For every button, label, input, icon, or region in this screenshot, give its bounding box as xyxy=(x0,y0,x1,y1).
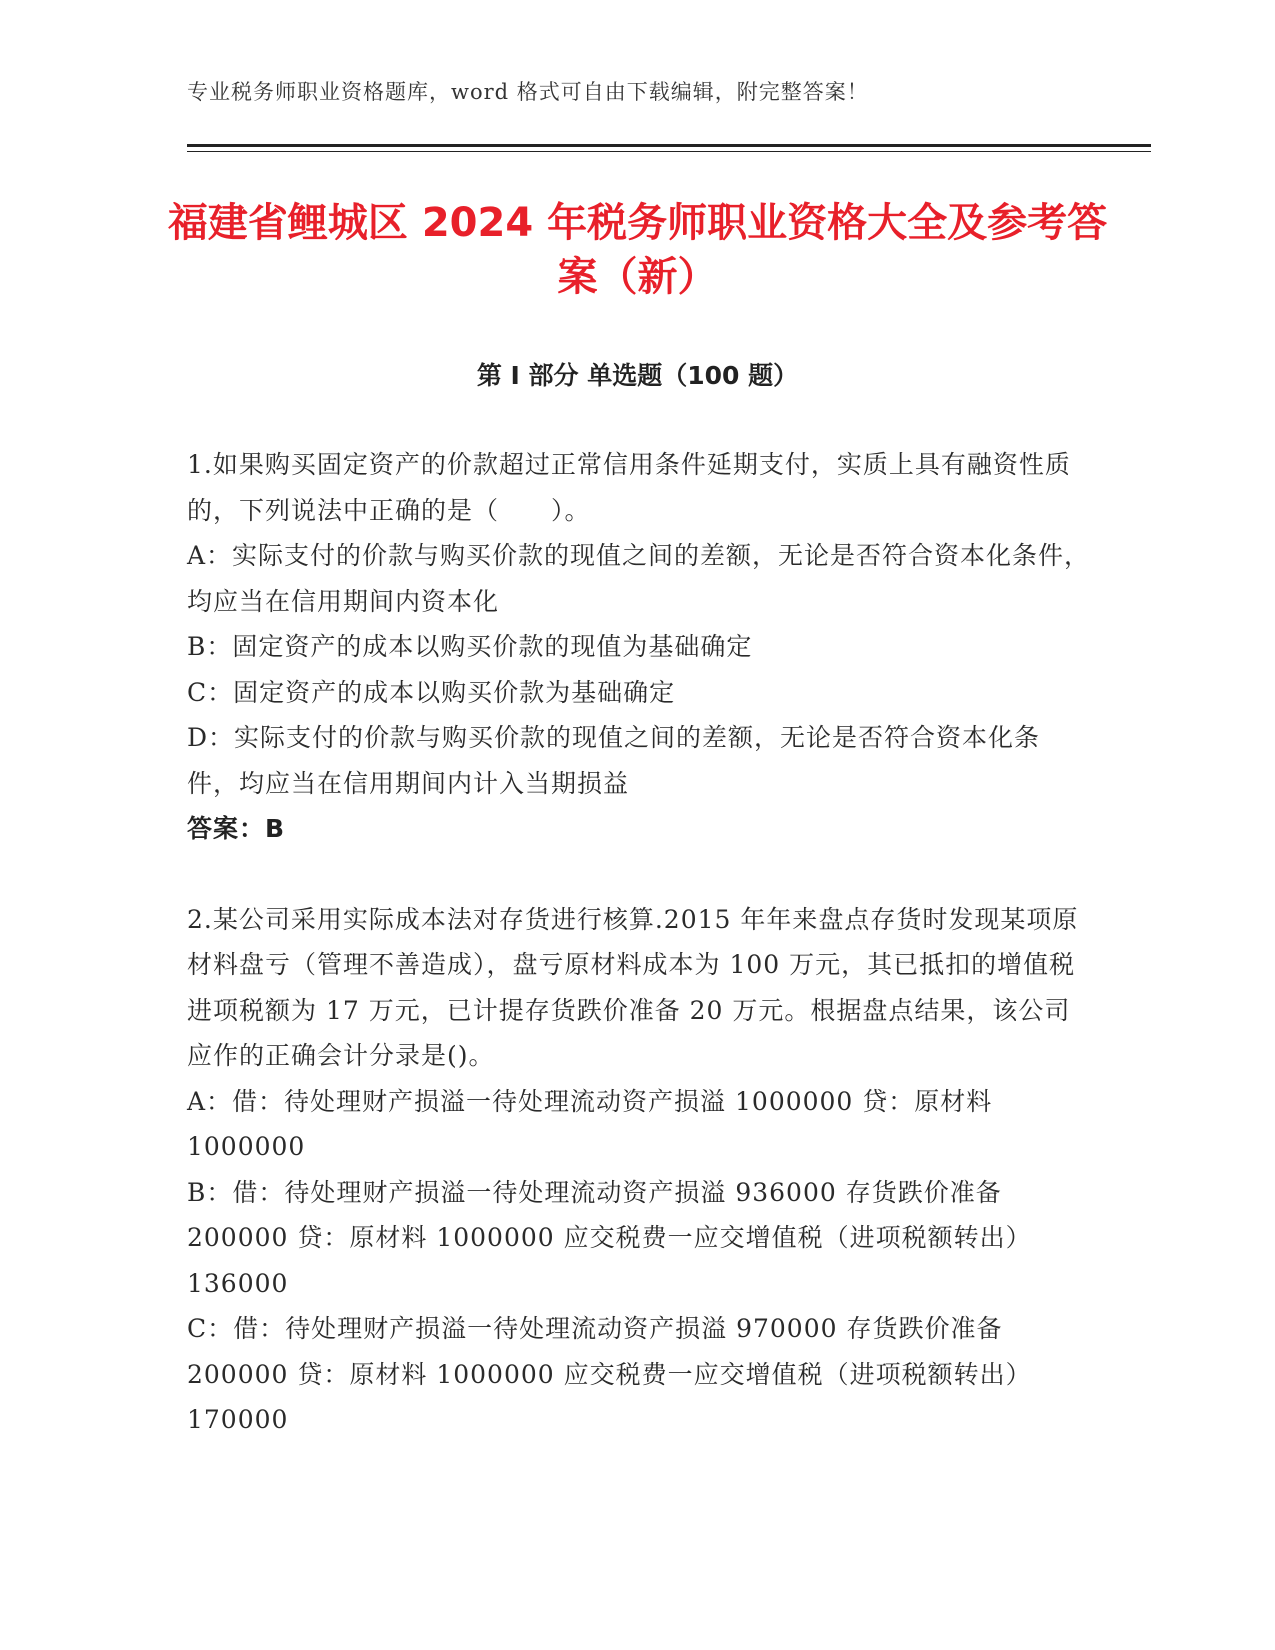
header-note: 专业税务师职业资格题库，word 格式可自由下载编辑，附完整答案！ xyxy=(187,80,869,104)
question-stem: 1.如果购买固定资产的价款超过正常信用条件延期支付，实质上具有融资性质的，下列说法中正确的是（ ）。 xyxy=(187,450,1071,525)
option-a: A：实际支付的价款与购买价款的现值之间的差额，无论是否符合资本化条件，均应当在信用期间内资本化 xyxy=(187,541,1091,616)
section-heading: 第 I 部分 单选题（100 题） xyxy=(476,361,799,390)
option-b: B：固定资产的成本以购买价款的现值为基础确定 xyxy=(187,632,753,661)
question-2 xyxy=(187,897,1092,1443)
option-c: C：固定资产的成本以购买价款为基础确定 xyxy=(187,677,676,707)
option-d: D：实际支付的价款与购买价款的现值之间的差额，无论是否符合资本化条件，均应当在信用期间内计入当期损益 xyxy=(187,723,1041,798)
document-title: 福建省鲤城区 2024 年税务师职业资格大全及参考答案（新） xyxy=(167,200,1108,300)
option-b: B：借：待处理财产损溢一待处理流动资产损溢 936000 存货跌价准备 200000 贷：原材料 1000000 应交税费一应交增值税（进项税额转出）136000 xyxy=(187,1177,1032,1298)
option-c: C：借：待处理财产损溢一待处理流动资产损溢 970000 存货跌价准备 200000 贷：原材料 1000000 应交税费一应交增值税（进项税额转出）170000 xyxy=(187,1314,1032,1434)
header-divider-thin xyxy=(187,151,1151,152)
option-a: A：借：待处理财产损溢一待处理流动资产损溢 1000000 贷：原材料 1000000 xyxy=(187,1086,993,1161)
question-list xyxy=(187,442,1092,1488)
answer-label: 答案：B xyxy=(187,814,286,843)
question-stem: 2.某公司采用实际成本法对存货进行核算.2015 年年来盘点存货时发现某项原材料盘亏（管理不善造成），盘亏原材料成本为 100 万元，其已抵扣的增值税进项税额为 17 万元，已计提存货跌价准备 20 万元。根据盘点结果，该公司应作的正确会计分录是()。 xyxy=(187,904,1079,1070)
header-divider-thick xyxy=(187,144,1151,147)
question-1 xyxy=(187,442,1092,852)
